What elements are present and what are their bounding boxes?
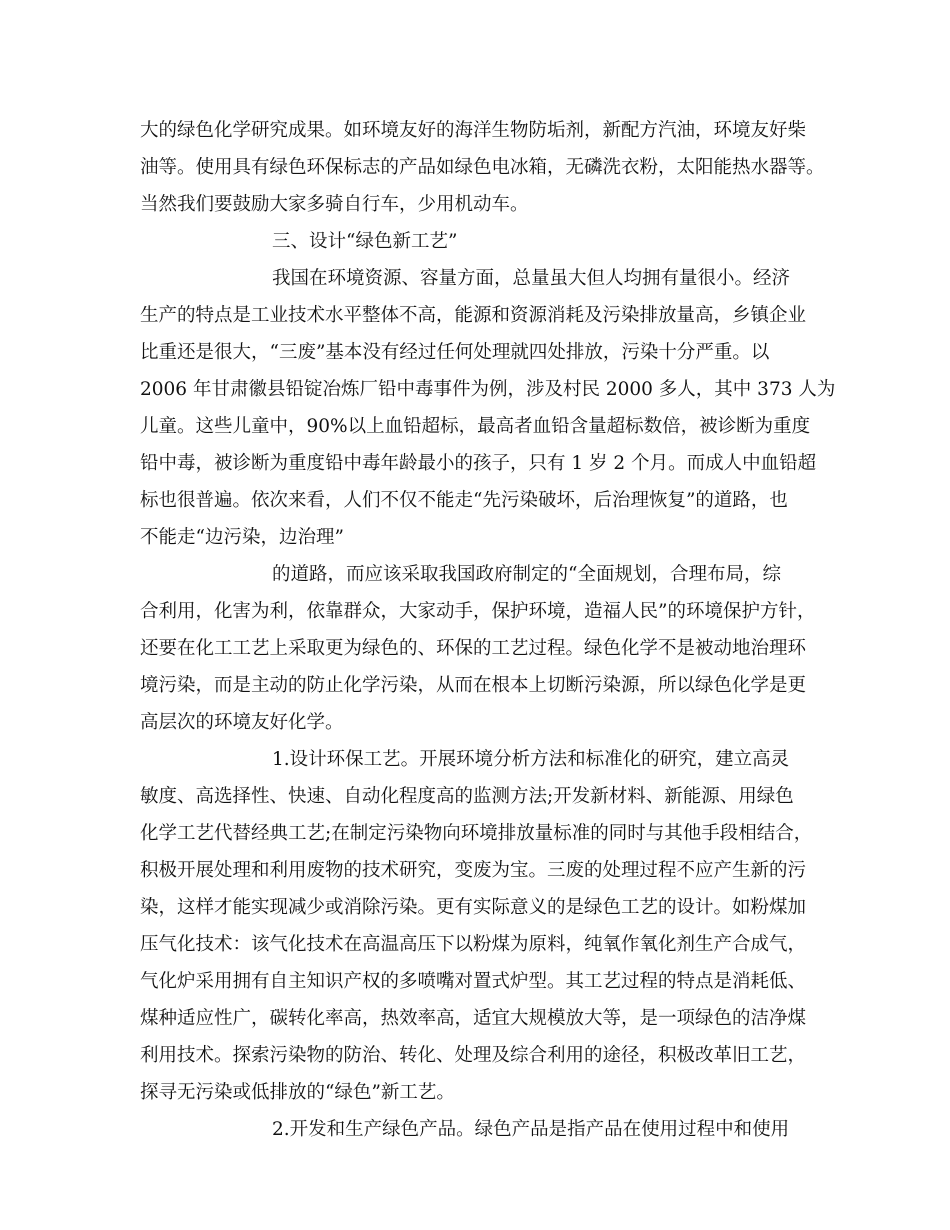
text-line: 不能走“边污染，边治理” (140, 527, 344, 548)
text-line: 境污染，而是主动的防止化学污染，从而在根本上切断污染源，所以绿色化学是更 (140, 675, 807, 696)
text-line: 合利用，化害为利，依靠群众，大家动手，保护环境，造福人民”的环境保护方针， (140, 601, 816, 622)
text-line: 探寻无污染或低排放的“绿色”新工艺。 (140, 1082, 455, 1103)
text-line: 我国在环境资源、容量方面，总量虽大但人均拥有量很小。经济 (272, 268, 791, 289)
text-line: 气化炉采用拥有自主知识产权的多喷嘴对置式炉型。其工艺过程的特点是消耗低、 (140, 971, 807, 992)
text-line: 2006 年甘肃徽县铅锭冶炼厂铅中毒事件为例，涉及村民 2000 多人，其中 373 人为 (140, 379, 836, 400)
text-line: 铅中毒，被诊断为重度铅中毒年龄最小的孩子，只有 1 岁 2 个月。而成人中血铅超 (140, 453, 817, 474)
text-line: 油等。使用具有绿色环保标志的产品如绿色电冰箱，无磷洗衣粉，太阳能热水器等。 (140, 157, 825, 178)
text-line: 敏度、高选择性、快速、自动化程度高的监测方法;开发新材料、新能源、用绿色 (140, 786, 794, 807)
text-line: 煤种适应性广，碳转化率高，热效率高，适宜大规模放大等，是一项绿色的洁净煤 (140, 1008, 807, 1029)
text-line: 化学工艺代替经典工艺;在制定污染物向环境排放量标准的同时与其他手段相结合， (140, 823, 813, 844)
text-line: 利用技术。探索污染物的防治、转化、处理及综合利用的途径，积极改革旧工艺， (140, 1045, 807, 1066)
list-item-heading: 2.开发和生产绿色产品。绿色产品是指产品在使用过程中和使用 (272, 1119, 790, 1140)
text-line: 积极开展处理和利用废物的技术研究，变废为宝。三废的处理过程不应产生新的污 (140, 860, 807, 881)
text-line: 的道路，而应该采取我国政府制定的“全面规划，合理布局，综 (272, 564, 781, 585)
text-line: 比重还是很大，“三废”基本没有经过任何处理就四处排放，污染十分严重。以 (140, 342, 770, 363)
text-line: 当然我们要鼓励大家多骑自行车，少用机动车。 (140, 194, 529, 215)
text-line: 标也很普遍。依次来看，人们不仅不能走“先污染破坏，后治理恢复”的道路，也 (140, 490, 788, 511)
text-line: 染，这样才能实现减少或消除污染。更有实际意义的是绿色工艺的设计。如粉煤加 (140, 897, 807, 918)
list-item-heading: 1.设计环保工艺。开展环境分析方法和标准化的研究，建立高灵 (272, 749, 790, 770)
text-line: 高层次的环境友好化学。 (140, 712, 344, 733)
text-line: 生产的特点是工业技术水平整体不高，能源和资源消耗及污染排放量高，乡镇企业 (140, 305, 807, 326)
section-heading: 三、设计“绿色新工艺” (272, 231, 458, 252)
text-line: 儿童。这些儿童中，90%以上血铅超标，最高者血铅含量超标数倍，被诊断为重度 (140, 416, 811, 437)
text-line: 还要在化工工艺上采取更为绿色的、环保的工艺过程。绿色化学不是被动地治理环 (140, 638, 807, 659)
text-line: 压气化技术：该气化技术在高温高压下以粉煤为原料，纯氧作氧化剂生产合成气， (140, 934, 807, 955)
text-line: 大的绿色化学研究成果。如环境友好的海洋生物防垢剂，新配方汽油，环境友好柴 (140, 120, 807, 141)
